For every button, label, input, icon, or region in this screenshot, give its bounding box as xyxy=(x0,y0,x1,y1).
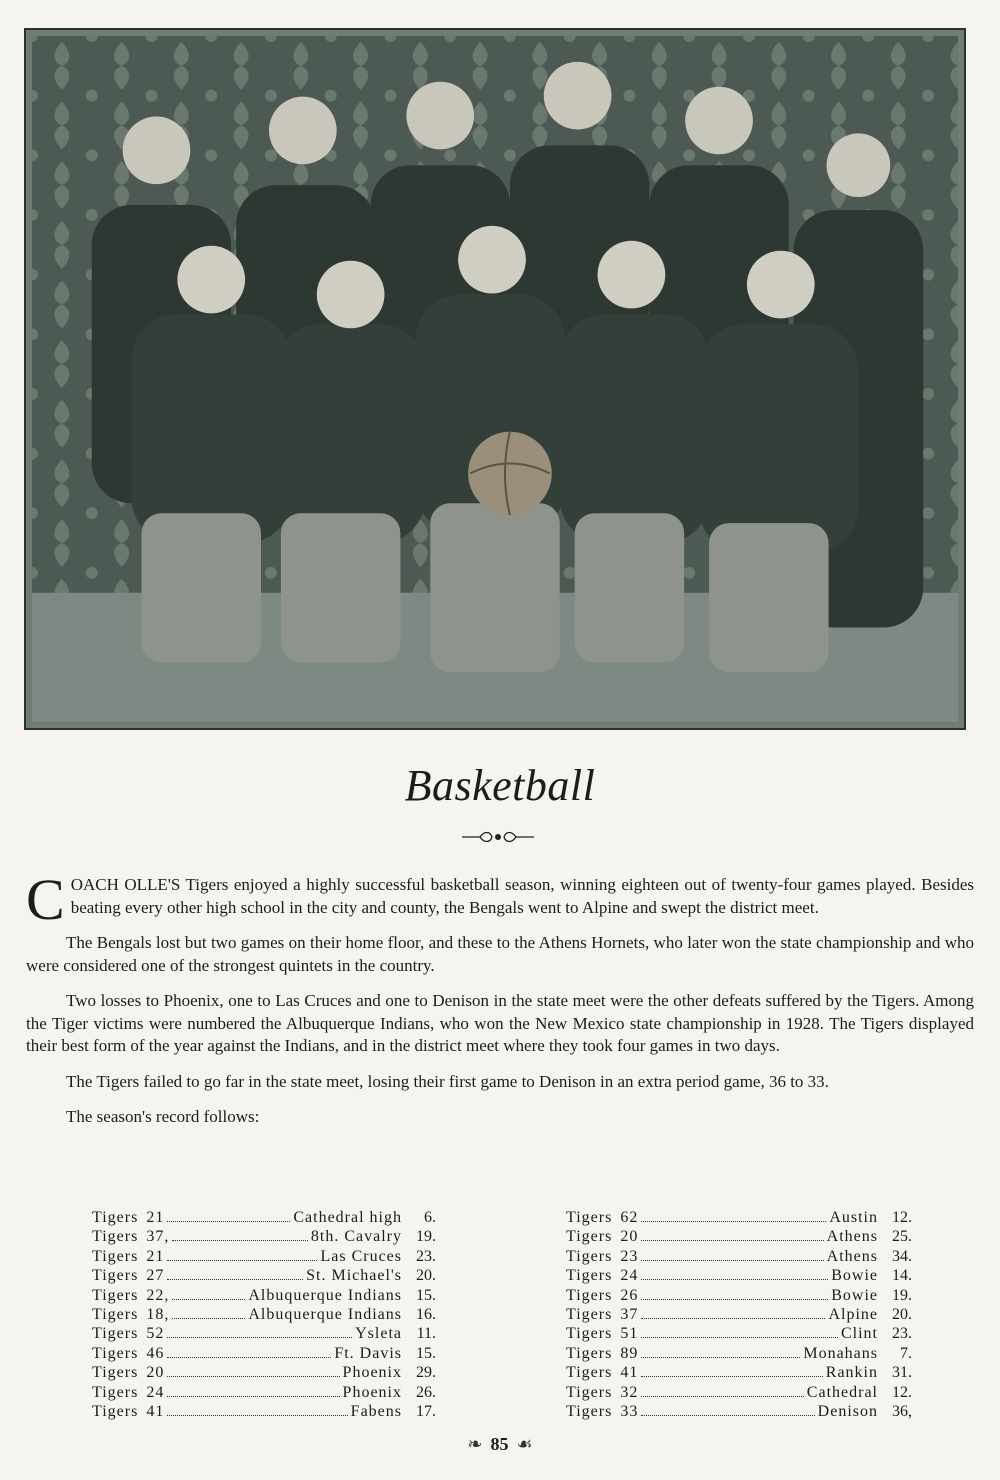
page-number: 85 xyxy=(490,1434,509,1454)
record-opponent: Phoenix xyxy=(342,1383,402,1401)
record-score: 24 xyxy=(620,1267,639,1285)
record-row xyxy=(566,1344,912,1363)
record-team: Tigers xyxy=(92,1209,139,1226)
article-body xyxy=(26,867,974,1142)
record-score: 24 xyxy=(146,1383,165,1401)
record-leader-dots xyxy=(172,1318,245,1319)
record-leader-dots xyxy=(641,1337,838,1338)
record-team: Tigers xyxy=(92,1325,139,1343)
record-team: Tigers xyxy=(566,1247,613,1265)
record-row xyxy=(92,1324,436,1343)
record-row xyxy=(566,1286,912,1305)
record-team: Tigers xyxy=(566,1267,613,1285)
record-team: Tigers xyxy=(92,1344,139,1362)
record-opponent: Phoenix xyxy=(342,1364,402,1382)
record-opponent-score: 34. xyxy=(892,1247,912,1265)
record-leader-dots xyxy=(172,1299,245,1300)
record-opponent: Monahans xyxy=(803,1344,878,1362)
record-score: 89 xyxy=(620,1344,639,1362)
record-team: Tigers xyxy=(92,1383,139,1401)
record-team: Tigers xyxy=(566,1344,613,1362)
record-opponent-score: 7. xyxy=(900,1344,912,1362)
record-leader-dots xyxy=(167,1376,339,1377)
record-leader-dots xyxy=(172,1240,308,1241)
drop-cap: C xyxy=(26,867,65,932)
record-row xyxy=(566,1305,912,1324)
record-leader-dots xyxy=(641,1376,822,1377)
record-team: Tigers xyxy=(92,1286,139,1304)
record-score: 46 xyxy=(146,1344,165,1362)
record-opponent-score: 29. xyxy=(416,1364,436,1382)
record-opponent: Las Cruces xyxy=(320,1247,402,1265)
record-opponent-score: 25. xyxy=(892,1228,912,1246)
record-opponent-score: 19. xyxy=(416,1228,436,1246)
record-row xyxy=(92,1286,436,1305)
record-leader-dots xyxy=(167,1415,347,1416)
record-opponent-score: 15. xyxy=(416,1344,436,1362)
record-leader-dots xyxy=(167,1221,290,1222)
record-opponent-score: 15. xyxy=(416,1286,436,1304)
paragraph-5: The season's record follows: xyxy=(66,1107,260,1126)
record-team: Tigers xyxy=(92,1306,139,1324)
record-score: 52 xyxy=(146,1325,165,1343)
record-opponent-score: 16. xyxy=(416,1306,436,1324)
record-score: 18, xyxy=(146,1306,170,1324)
record-opponent: Cathedral xyxy=(806,1383,878,1401)
record-leader-dots xyxy=(641,1396,803,1397)
record-opponent: Ysleta xyxy=(355,1325,402,1343)
record-score: 51 xyxy=(620,1325,639,1343)
record-team: Tigers xyxy=(566,1286,613,1304)
record-row xyxy=(92,1266,436,1285)
record-score: 41 xyxy=(146,1403,165,1421)
record-leader-dots xyxy=(641,1279,828,1280)
record-score: 21 xyxy=(146,1209,165,1226)
record-row xyxy=(566,1266,912,1285)
footer-ornament-right-icon: ☙ xyxy=(516,1434,533,1454)
record-opponent-score: 36, xyxy=(892,1403,912,1421)
record-opponent: Clint xyxy=(840,1325,878,1343)
record-opponent: St. Michael's xyxy=(306,1267,402,1285)
record-team: Tigers xyxy=(566,1228,613,1246)
record-team: Tigers xyxy=(566,1403,613,1421)
record-opponent-score: 17. xyxy=(416,1403,436,1421)
record-row xyxy=(566,1247,912,1266)
record-opponent-score: 26. xyxy=(416,1383,436,1401)
record-row xyxy=(566,1208,912,1227)
record-score: 37 xyxy=(620,1306,639,1324)
record-opponent-score: 6. xyxy=(424,1209,436,1226)
record-score: 26 xyxy=(620,1286,639,1304)
record-leader-dots xyxy=(641,1240,823,1241)
record-opponent: Denison xyxy=(817,1403,878,1421)
record-score: 21 xyxy=(146,1247,165,1265)
record-score: 22, xyxy=(146,1286,170,1304)
record-opponent: 8th. Cavalry xyxy=(310,1228,402,1246)
record-score: 41 xyxy=(620,1364,639,1382)
record-opponent: Athens xyxy=(826,1228,878,1246)
record-opponent: Albuquerque Indians xyxy=(248,1286,402,1304)
paragraph-1 xyxy=(26,867,974,932)
record-score: 62 xyxy=(620,1209,639,1226)
record-score: 33 xyxy=(620,1403,639,1421)
record-opponent-score: 14. xyxy=(892,1267,912,1285)
record-row xyxy=(566,1363,912,1382)
page-number-footer xyxy=(0,1434,1000,1455)
record-score: 37, xyxy=(146,1228,170,1246)
record-opponent-score: 20. xyxy=(892,1306,912,1324)
record-row xyxy=(92,1247,436,1266)
team-photo-image xyxy=(32,36,958,722)
record-opponent-score: 23. xyxy=(416,1247,436,1265)
record-row xyxy=(92,1344,436,1363)
record-opponent-score: 12. xyxy=(892,1209,912,1226)
footer-ornament-left-icon: ❧ xyxy=(467,1434,483,1454)
record-score: 20 xyxy=(146,1364,165,1382)
record-team: Tigers xyxy=(566,1364,613,1382)
record-row xyxy=(92,1305,436,1324)
record-opponent: Cathedral high xyxy=(293,1209,402,1226)
record-row xyxy=(566,1383,912,1402)
record-opponent: Ft. Davis xyxy=(334,1344,402,1362)
record-row xyxy=(566,1227,912,1246)
paragraph-1-text: OACH OLLE'S Tigers enjoyed a highly successful basketball season, winning eighteen out of twenty-four games played. Besides beating every other high school in the city and county, the Bengals went to Alpine and swept the district meet. xyxy=(70,875,974,917)
record-opponent-score: 31. xyxy=(892,1364,912,1382)
record-leader-dots xyxy=(167,1279,303,1280)
record-row xyxy=(92,1227,436,1246)
paragraph-3: Two losses to Phoenix, one to Las Cruces and one to Denison in the state meet were the other defeats suffered by the Tigers. Among the Tiger victims were numbered the Albuquerque Indians, who won the New Mexico state championship in 1928. The Tigers displayed their best form of the year against the Indians, and in the district meet where they took four games in two days. xyxy=(26,991,974,1055)
record-leader-dots xyxy=(641,1221,826,1222)
record-leader-dots xyxy=(167,1337,352,1338)
record-opponent: Athens xyxy=(826,1247,878,1265)
record-row xyxy=(566,1402,912,1421)
record-leader-dots xyxy=(641,1357,800,1358)
record-opponent-score: 20. xyxy=(416,1267,436,1285)
record-leader-dots xyxy=(167,1396,339,1397)
record-score: 23 xyxy=(620,1247,639,1265)
record-row xyxy=(92,1363,436,1382)
record-team: Tigers xyxy=(92,1267,139,1285)
record-team: Tigers xyxy=(566,1209,613,1226)
record-row xyxy=(92,1383,436,1402)
record-team: Tigers xyxy=(92,1247,139,1265)
record-opponent-score: 11. xyxy=(416,1325,436,1343)
record-opponent: Albuquerque Indians xyxy=(248,1306,402,1324)
record-opponent-score: 19. xyxy=(892,1286,912,1304)
record-leader-dots xyxy=(167,1260,317,1261)
record-leader-dots xyxy=(641,1318,825,1319)
paragraph-4: The Tigers failed to go far in the state meet, losing their first game to Denison in an extra period game, 36 to 33. xyxy=(66,1071,829,1091)
record-opponent: Fabens xyxy=(350,1403,402,1421)
season-record-left xyxy=(92,1208,436,1421)
record-team: Tigers xyxy=(92,1403,139,1421)
season-record-right xyxy=(566,1208,912,1421)
team-photo xyxy=(24,28,966,730)
record-score: 20 xyxy=(620,1228,639,1246)
team-photo-icon xyxy=(32,36,958,722)
record-leader-dots xyxy=(167,1357,331,1358)
record-row xyxy=(92,1208,436,1227)
paragraph-2: The Bengals lost but two games on their home floor, and these to the Athens Hornets, who later won the state championship and who were considered one of the strongest quintets in the country. xyxy=(26,933,974,975)
record-leader-dots xyxy=(641,1299,828,1300)
record-opponent: Rankin xyxy=(825,1364,878,1382)
record-score: 32 xyxy=(620,1383,639,1401)
record-opponent: Alpine xyxy=(828,1306,878,1324)
record-team: Tigers xyxy=(566,1306,613,1324)
record-opponent: Austin xyxy=(829,1209,878,1226)
record-score: 27 xyxy=(146,1267,165,1285)
record-row xyxy=(92,1402,436,1421)
record-leader-dots xyxy=(641,1415,814,1416)
page-title: Basketball xyxy=(404,761,596,810)
record-team: Tigers xyxy=(92,1364,139,1382)
ornament-icon xyxy=(460,828,536,846)
record-team: Tigers xyxy=(566,1325,613,1343)
record-opponent-score: 12. xyxy=(892,1383,912,1401)
record-row xyxy=(566,1324,912,1343)
record-opponent: Bowie xyxy=(831,1267,878,1285)
record-leader-dots xyxy=(641,1260,823,1261)
record-team: Tigers xyxy=(92,1228,139,1246)
record-opponent-score: 23. xyxy=(892,1325,912,1343)
record-team: Tigers xyxy=(566,1383,613,1401)
record-opponent: Bowie xyxy=(831,1286,878,1304)
